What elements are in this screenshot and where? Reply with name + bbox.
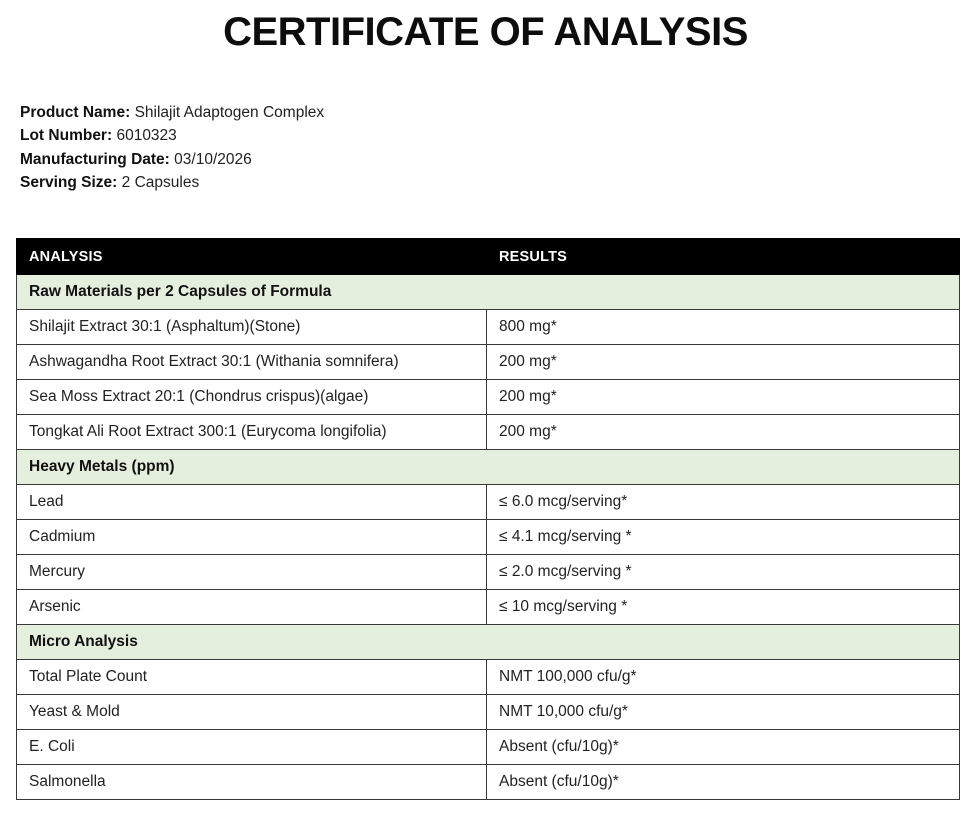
table-row <box>17 555 960 590</box>
table-row <box>17 730 960 765</box>
product-name-line <box>20 101 324 124</box>
product-info <box>20 101 324 194</box>
section-title: Heavy Metals (ppm) <box>17 450 960 485</box>
table-row <box>17 660 960 695</box>
serving-size-label: Serving Size: <box>20 173 118 191</box>
table-row <box>17 520 960 555</box>
result-cell: 200 mg* <box>487 380 960 415</box>
page-title: CERTIFICATE OF ANALYSIS <box>223 10 748 54</box>
product-name-value: Shilajit Adaptogen Complex <box>134 104 325 121</box>
table-header-row <box>17 239 960 275</box>
result-cell: ≤ 4.1 mcg/serving * <box>487 520 960 555</box>
analysis-cell: Ashwagandha Root Extract 30:1 (Withania somnifera) <box>17 345 487 380</box>
lot-number-line <box>20 124 324 147</box>
section-title: Micro Analysis <box>17 625 960 660</box>
analysis-cell: Arsenic <box>17 590 487 625</box>
analysis-table <box>16 238 960 800</box>
section-row-raw-materials <box>17 275 960 310</box>
analysis-cell: Mercury <box>17 555 487 590</box>
result-cell: ≤ 6.0 mcg/serving* <box>487 485 960 520</box>
table-row <box>17 485 960 520</box>
result-cell: 200 mg* <box>487 415 960 450</box>
table-row <box>17 695 960 730</box>
result-cell: 800 mg* <box>487 310 960 345</box>
product-name-label: Product Name: <box>20 104 131 121</box>
result-cell: Absent (cfu/10g)* <box>487 765 960 800</box>
header-results: RESULTS <box>487 239 960 275</box>
analysis-cell: Shilajit Extract 30:1 (Asphaltum)(Stone) <box>17 310 487 345</box>
result-cell: Absent (cfu/10g)* <box>487 730 960 765</box>
analysis-cell: Cadmium <box>17 520 487 555</box>
section-row-heavy-metals <box>17 450 960 485</box>
analysis-cell: Salmonella <box>17 765 487 800</box>
analysis-cell: Lead <box>17 485 487 520</box>
serving-size-line <box>20 171 324 194</box>
analysis-cell: Total Plate Count <box>17 660 487 695</box>
manufacturing-date-line <box>20 148 324 171</box>
manufacturing-date-value: 03/10/2026 <box>174 150 252 168</box>
result-cell: ≤ 10 mcg/serving * <box>487 590 960 625</box>
analysis-cell: Sea Moss Extract 20:1 (Chondrus crispus)(algae) <box>17 380 487 415</box>
table-row <box>17 415 960 450</box>
serving-size-value: 2 Capsules <box>121 173 200 191</box>
section-title: Raw Materials per 2 Capsules of Formula <box>17 275 960 310</box>
header-analysis: ANALYSIS <box>17 239 487 275</box>
manufacturing-date-label: Manufacturing Date: <box>20 150 170 168</box>
analysis-cell: Yeast & Mold <box>17 695 487 730</box>
lot-number-label: Lot Number: <box>20 127 113 145</box>
section-row-micro-analysis <box>17 625 960 660</box>
result-cell: NMT 10,000 cfu/g* <box>487 695 960 730</box>
table-row <box>17 380 960 415</box>
result-cell: 200 mg* <box>487 345 960 380</box>
lot-number-value: 6010323 <box>116 127 177 145</box>
result-cell: ≤ 2.0 mcg/serving * <box>487 555 960 590</box>
table-row <box>17 310 960 345</box>
analysis-cell: E. Coli <box>17 730 487 765</box>
table-row <box>17 765 960 800</box>
result-cell: NMT 100,000 cfu/g* <box>487 660 960 695</box>
analysis-cell: Tongkat Ali Root Extract 300:1 (Eurycoma longifolia) <box>17 415 487 450</box>
table-row <box>17 590 960 625</box>
table-row <box>17 345 960 380</box>
